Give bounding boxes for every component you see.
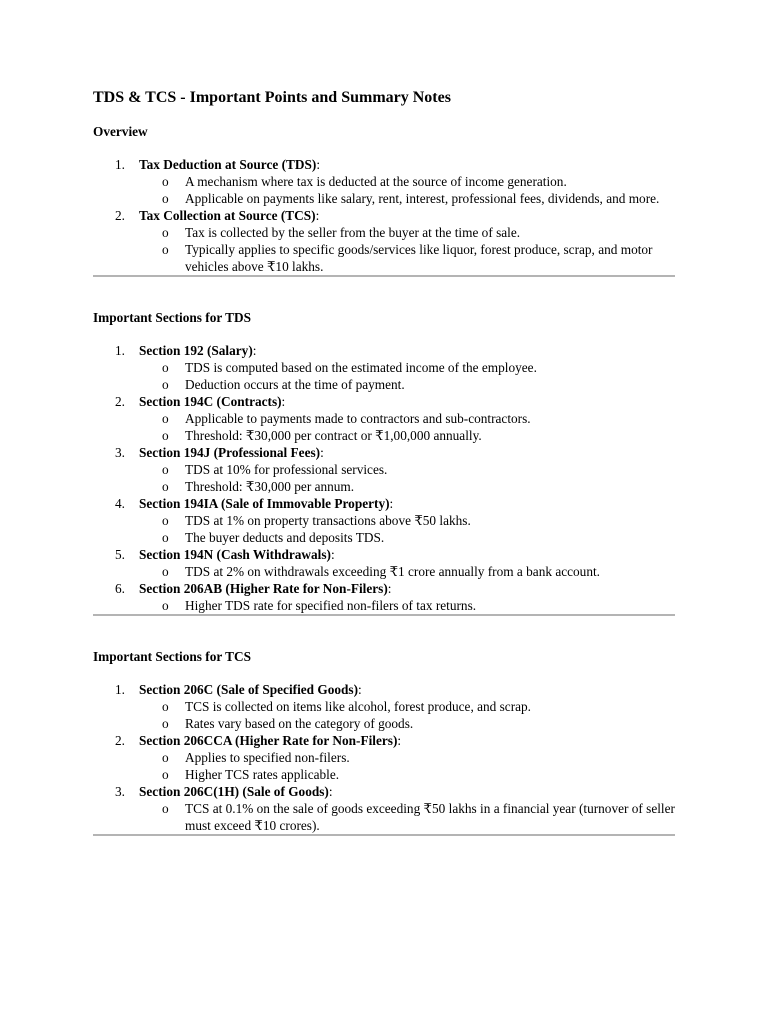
sub-list-item [139,800,675,834]
bullet-icon: o [162,598,169,613]
sub-list-item [139,478,675,495]
sub-item-text: Applicable on payments like salary, rent, interest, professional fees, dividends, and more. [185,191,660,206]
bullet-icon: o [162,242,169,257]
sub-item-text: Higher TDS rate for specified non-filers of tax returns. [185,598,477,613]
list-item [93,342,675,393]
item-title-colon: : [281,394,286,409]
item-title: Section 194IA (Sale of Immovable Property) [139,496,390,511]
list-number: 4. [115,496,125,511]
bullet-icon: o [162,530,169,545]
sub-item-text: TDS at 10% for professional services. [185,462,388,477]
bullet-icon: o [162,225,169,240]
sub-item-text: Deduction occurs at the time of payment. [185,377,405,392]
bullet-icon: o [162,564,169,579]
sub-list-item [139,427,675,444]
sub-item-text: TDS at 1% on property transactions above ₹50 lakhs. [185,513,471,528]
sub-list-item [139,410,675,427]
bullet-icon: o [162,750,169,765]
sub-list-item [139,376,675,393]
sub-item-text: Rates vary based on the category of goods. [185,716,414,731]
list-item [93,207,675,275]
sub-list [139,749,675,783]
overview-heading: Overview [93,124,148,139]
item-title: Section 194J (Professional Fees) [139,445,321,460]
bullet-icon: o [162,699,169,714]
bullet-icon: o [162,479,169,494]
list-item [93,495,675,546]
list-item [93,681,675,732]
list-item [93,546,675,580]
list-item [93,580,675,614]
sub-list-item [139,224,675,241]
section-divider [93,275,675,277]
sub-list-item [139,512,675,529]
sub-item-text: TCS is collected on items like alcohol, forest produce, and scrap. [185,699,531,714]
sub-item-text: Applies to specified non-filers. [185,750,350,765]
sub-list-item [139,766,675,783]
item-title-colon: : [320,445,324,460]
item-title-colon: : [387,581,392,596]
list-number: 2. [115,394,125,409]
item-title-colon: : [328,784,333,799]
tcs-sections-list [93,681,675,834]
bullet-icon: o [162,360,169,375]
tcs-sections-heading: Important Sections for TCS [93,649,251,664]
sub-list [139,512,675,546]
sub-list-item [139,698,675,715]
sub-list [139,800,675,834]
sub-list [139,563,675,580]
sub-item-text: The buyer deducts and deposits TDS. [185,530,385,545]
sub-list-item [139,749,675,766]
tds-sections-list [93,342,675,614]
bullet-icon: o [162,716,169,731]
sub-list [139,597,675,614]
bullet-icon: o [162,411,169,426]
item-title-colon: : [316,157,321,172]
sub-item-text: TCS at 0.1% on the sale of goods exceeding ₹50 lakhs in a financial year (turnover of seller must exceed ₹10 crores). [185,801,675,833]
item-title: Section 194C (Contracts) [139,394,282,409]
sub-list-item [139,359,675,376]
document-title: TDS & TCS - Important Points and Summary Notes [93,89,451,106]
item-title: Section 206AB (Higher Rate for Non-Filers) [139,581,388,596]
item-title-colon: : [397,733,402,748]
item-title: Section 206CCA (Higher Rate for Non-Filers) [139,733,398,748]
sub-item-text: Higher TCS rates applicable. [185,767,340,782]
bullet-icon: o [162,377,169,392]
item-title: Section 192 (Salary) [139,343,253,358]
sub-list [139,698,675,732]
list-item [93,156,675,207]
list-number: 1. [115,343,125,358]
section-divider [93,834,675,836]
sub-list-item [139,461,675,478]
bullet-icon: o [162,174,169,189]
section-divider [93,614,675,616]
bullet-icon: o [162,191,169,206]
sub-item-text: TDS at 2% on withdrawals exceeding ₹1 crore annually from a bank account. [185,564,600,579]
bullet-icon: o [162,513,169,528]
item-title-colon: : [315,208,320,223]
item-title-colon: : [358,682,362,697]
list-number: 3. [115,784,125,799]
list-number: 2. [115,208,125,223]
sub-list-item [139,715,675,732]
bullet-icon: o [162,428,169,443]
sub-list-item [139,190,675,207]
bullet-icon: o [162,801,169,816]
tds-sections-heading: Important Sections for TDS [93,310,251,325]
item-title-colon: : [252,343,257,358]
sub-list-item [139,597,675,614]
item-title-colon: : [389,496,394,511]
list-item [93,393,675,444]
item-title-colon: : [330,547,335,562]
bullet-icon: o [162,462,169,477]
bullet-icon: o [162,767,169,782]
list-item [93,732,675,783]
list-number: 1. [115,157,125,172]
list-number: 1. [115,682,125,697]
sub-list [139,410,675,444]
item-title: Section 194N (Cash Withdrawals) [139,547,331,562]
sub-item-text: Threshold: ₹30,000 per contract or ₹1,00,000 annually. [185,428,482,443]
sub-item-text: Applicable to payments made to contractors and sub-contractors. [185,411,531,426]
overview-list [93,156,675,275]
sub-list [139,224,675,275]
list-number: 2. [115,733,125,748]
list-number: 6. [115,581,125,596]
sub-list [139,173,675,207]
sub-list-item [139,563,675,580]
list-number: 3. [115,445,125,460]
sub-item-text: Typically applies to specific goods/services like liquor, forest produce, scrap, and motor vehicles above ₹10 lakhs. [185,242,653,274]
sub-item-text: Threshold: ₹30,000 per annum. [185,479,355,494]
list-item [93,444,675,495]
sub-list [139,461,675,495]
sub-list-item [139,241,675,275]
sub-item-text: A mechanism where tax is deducted at the source of income generation. [185,174,567,189]
list-number: 5. [115,547,125,562]
item-title: Tax Collection at Source (TCS) [139,208,316,223]
sub-list [139,359,675,393]
sub-item-text: Tax is collected by the seller from the buyer at the time of sale. [185,225,521,240]
list-item [93,783,675,834]
sub-list-item [139,529,675,546]
item-title: Section 206C (Sale of Specified Goods) [139,682,359,697]
item-title: Tax Deduction at Source (TDS) [139,157,317,172]
sub-list-item [139,173,675,190]
sub-item-text: TDS is computed based on the estimated income of the employee. [185,360,537,375]
item-title: Section 206C(1H) (Sale of Goods) [139,784,329,799]
